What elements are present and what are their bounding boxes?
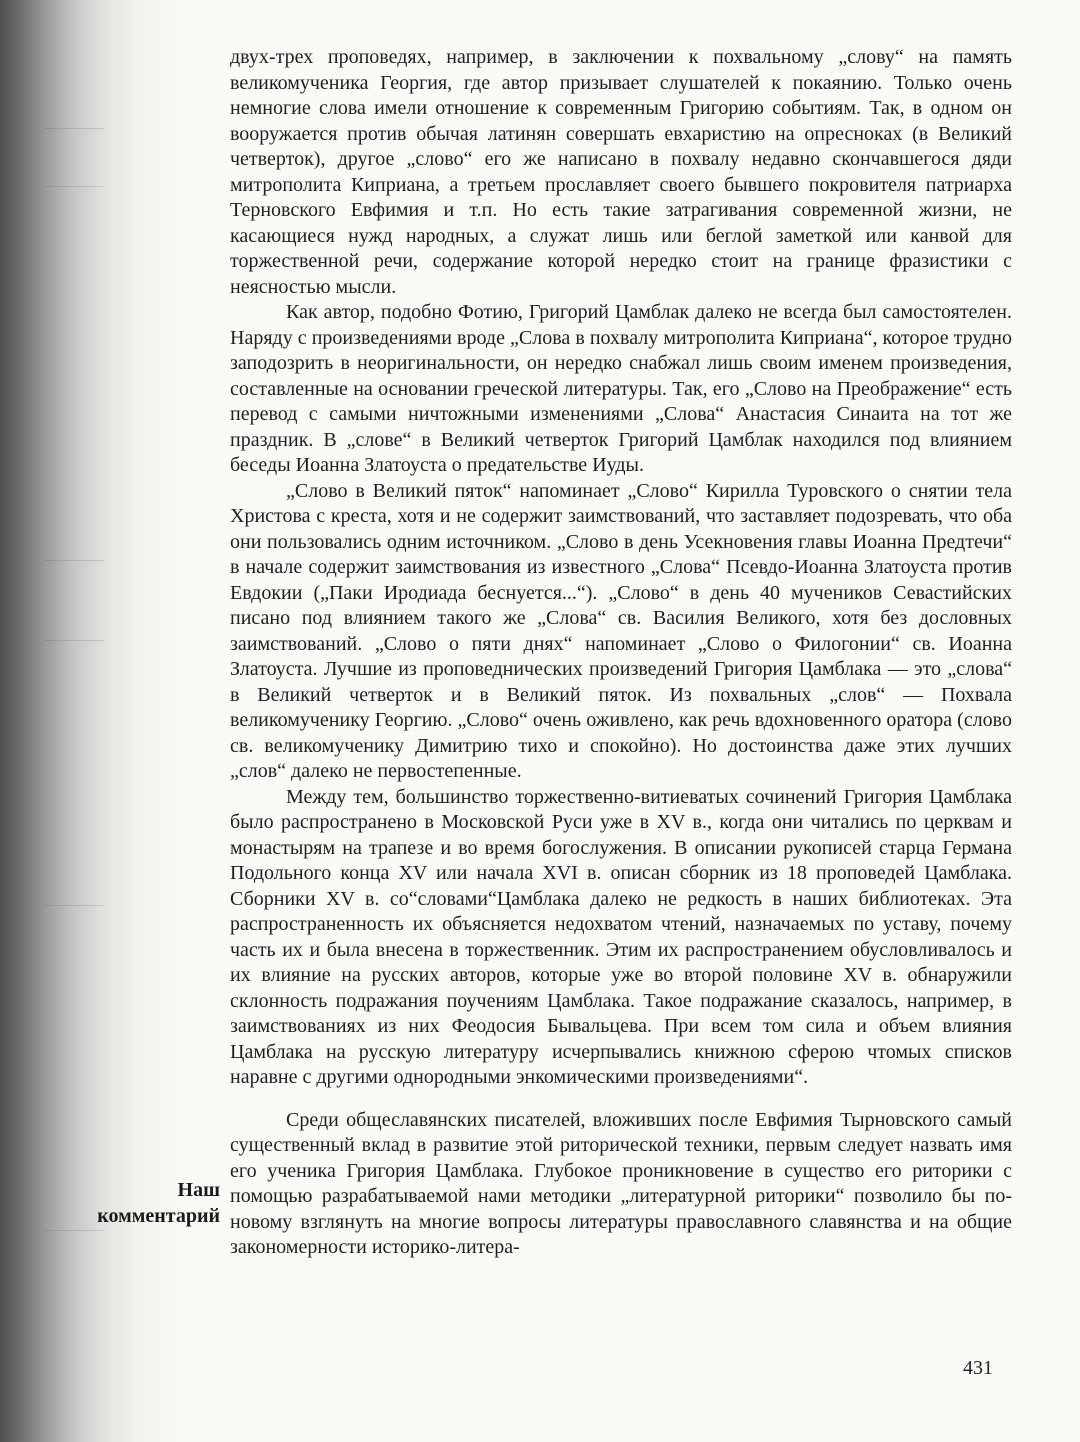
bleed-through-mark [44,186,104,187]
paragraph-commentary: Среди общеславянских писателей, вложивших после Евфимия Тырновского самый существенный вклад в развитие этой риторической техники, первым следует назвать имя его ученика Григория Цамблака. Глубокое проникновение в существо его риторики с помощью разрабатываемой нами методики „литературной риторики“ позволило бы по-новому взглянуть на многие вопросы литературы православного славянства и на общие закономерности историко-литера- [230,1108,1012,1258]
bleed-through-mark [44,1230,104,1231]
bleed-through-mark [44,905,104,906]
margin-heading-commentary [60,1178,220,1229]
paragraph-2: Как автор, подобно Фотию, Григорий Цамблак далеко не всегда был самостоятелен. Наряду с произведениями вроде „Слова в похвалу митрополита Киприана“, которое трудно заподозрить в неоригинальности, он нередко снабжал лишь своим именем произведения, составленные на основании греческой литературы. Так, его „Слово на Преображение“ есть перевод с самыми ничтожными изменениями „Слова“ Анастасия Синаита на тот же праздник. В „слове“ в Великий четверток Григорий Цамблак находился под влиянием беседы Иоанна Златоуста о предательстве Иуды. [230,301,1012,476]
bleed-through-mark [44,560,104,561]
main-text-column [230,45,1012,1261]
paragraph-3: „Слово в Великий пяток“ напоминает „Слово“ Кирилла Туровского о снятии тела Христова с креста, хотя и не содержит заимствований, что заставляет подозревать, что оба они пользовались одним источником. „Слово в день Усекновения главы Иоанна Предтечи“ в начале содержит заимствования из известного „Слова“ Псевдо-Иоанна Златоуста против Евдокии („Паки Иродиада беснуется...“). „Слово“ в день 40 мучеников Севастийских писано под влиянием такого же „Слова“ св. Василия Великого, хотя без дословных заимствований. „Слово о пяти днях“ напоминает „Слово о Филогонии“ св. Иоанна Златоуста. Лучшие из проповеднических произведений Григория Цамблака — это „слова“ в Великий четверток и в Великий пяток. Из похвальных „слов“ — Похвала великомученику Георгию. „Слово“ очень оживлено, как речь вдохновенного оратора (слово св. великомученику Димитрию тихо и спокойно). Но достоинства даже этих лучших „слов“ далеко не первостепенные. [230,479,1012,782]
paragraph-4: Между тем, большинство торжественно-витиеватых сочинений Григория Цамблака было распространено в Московской Руси уже в XV в., когда они читались по церквам и монастырям на трапезе и во время богослужения. В описании рукописей старца Германа Подольного конца XV или начала XVI в. описан сборник из 18 проповедей Цамблака. Сборники XV в. со“словами“Цамблака далеко не редкость в наших библиотеках. Эта распространенность их объясняется недохватом чтений, назначаемых по уставу, почему часть их и была внесена в торжественник. Этим их распространением обусловливалось и их влияние на русских авторов, которые уже во второй половине XV в. обнаружили склонность подражания поучениям Цамблака. Такое подражание сказалось, например, в заимствованиях из них Феодосия Бывальцева. При всем том сила и объем влияния Цамблака на русскую литературу исчерпывались книжною сферою чтомых списков наравне с другими однородными энкомическими произведениями“. [230,785,1012,1088]
page-number: 431 [963,1357,993,1379]
bleed-through-mark [44,640,104,641]
bleed-through-mark [44,128,104,129]
paragraph-1: двух-трех проповедях, например, в заключении к похвальному „слову“ на память великомученика Георгия, где автор призывает слушателей к покаянию. Только очень немногие слова имели отношение к современным Григорию событиям. Так, в одном он вооружается против обычая латинян совершать евхаристию на опресноках (в Великий четверток), другое „слово“ его же написано в похвалу недавно скончавшегося дяди митрополита Киприана, а третьем прославляет своего бывшего покровителя патриарха Терновского Евфимия и т.п. Но есть такие затрагивания современной жизни, не касающиеся нужд народных, а служат лишь или беглой заметкой или канвой для торжественной речи, содержание которой нередко стоит на границе фразистики с неясностью мысли. [230,46,1012,298]
margin-heading-line-1: Наш [177,1179,220,1201]
margin-heading-line-2: комментарий [97,1204,220,1227]
